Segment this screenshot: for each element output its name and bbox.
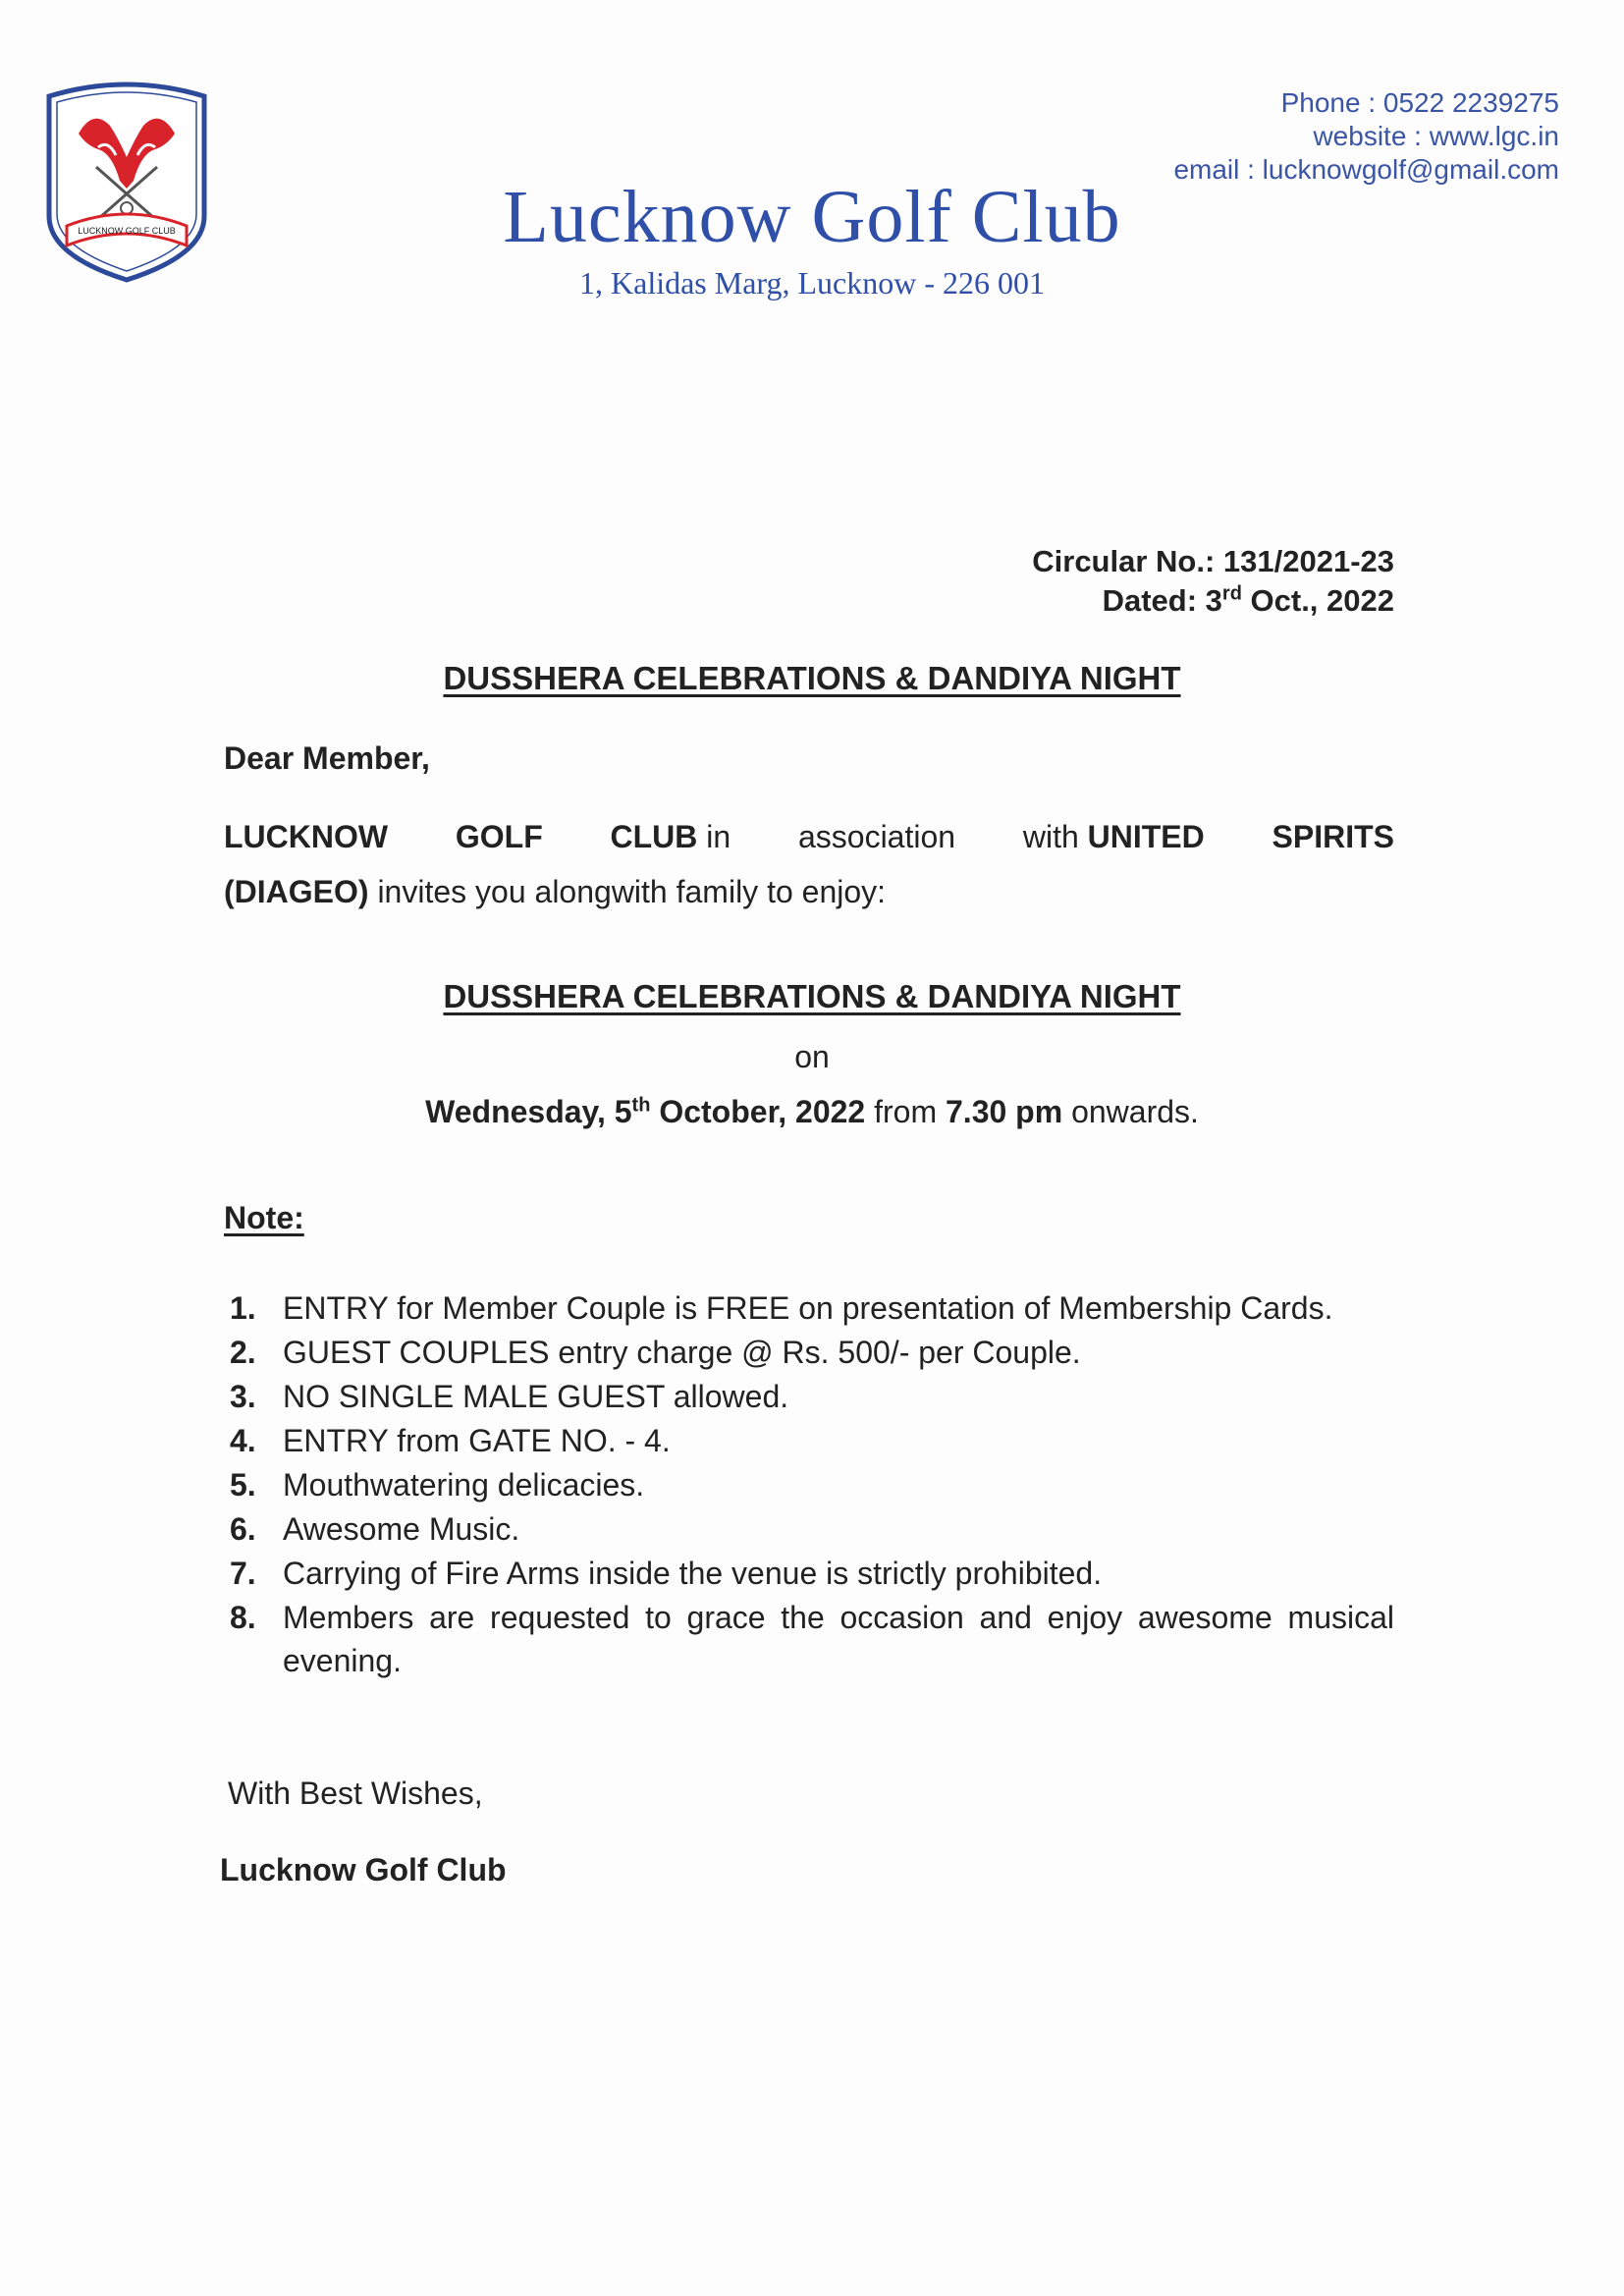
note-text: ENTRY for Member Couple is FREE on presentation of Membership Cards. (283, 1290, 1333, 1326)
club-name-text: Lucknow Golf Club (503, 176, 1121, 258)
note-number: 6. (230, 1511, 256, 1547)
intro-word: LUCKNOW (224, 819, 389, 854)
note-number: 7. (230, 1556, 256, 1591)
intro-word: in (706, 819, 731, 854)
signoff-text: Lucknow Golf Club (220, 1852, 507, 1887)
note-text: NO SINGLE MALE GUEST allowed. (283, 1379, 789, 1414)
intro-word: GOLF (455, 819, 543, 854)
contact-block (1173, 86, 1559, 187)
note-text: ENTRY from GATE NO. - 4. (283, 1423, 671, 1458)
note-number: 5. (230, 1467, 256, 1503)
event-day: Wednesday, 5 (425, 1094, 632, 1129)
date-sup: rd (1221, 582, 1242, 605)
closing-text: With Best Wishes, (228, 1776, 483, 1811)
note-label: Note: (224, 1200, 304, 1235)
list-item (224, 1552, 1394, 1595)
intro-word: UNITED (1087, 819, 1205, 854)
notes-list (224, 1286, 1394, 1683)
list-item (224, 1419, 1394, 1462)
date-prefix: Dated: 3 (1102, 583, 1222, 618)
note-number: 1. (230, 1290, 256, 1326)
note-text: Carrying of Fire Arms inside the venue is strictly prohibited. (283, 1556, 1103, 1591)
intro-word: SPIRITS (1272, 819, 1394, 854)
salutation: Dear Member, (224, 740, 430, 776)
note-text: Awesome Music. (283, 1511, 520, 1547)
intro-word: with (1022, 819, 1079, 854)
intro-word-club-in (611, 809, 731, 864)
note-number: 2. (230, 1335, 256, 1370)
event-time: 7.30 pm (946, 1094, 1063, 1129)
circular-heading (0, 660, 1624, 697)
intro-diageo: (DIAGEO) (224, 874, 369, 909)
list-item (224, 1375, 1394, 1418)
phone-text: Phone : 0522 2239275 (1280, 87, 1559, 118)
event-title-text: DUSSHERA CELEBRATIONS & DANDIYA NIGHT (443, 978, 1181, 1014)
circular-info (1032, 542, 1394, 621)
list-item (224, 1463, 1394, 1506)
list-item (224, 1286, 1394, 1330)
note-number: 8. (230, 1600, 256, 1635)
intro-paragraph (224, 809, 1394, 919)
event-title (0, 978, 1624, 1015)
note-number: 3. (230, 1379, 256, 1414)
list-item (224, 1331, 1394, 1374)
intro-line-1 (224, 809, 1394, 864)
note-text: Members are requested to grace the occasion and enjoy awesome musical evening. (283, 1600, 1394, 1678)
event-onwards: onwards. (1062, 1094, 1199, 1129)
event-from: from (865, 1094, 946, 1129)
event-month: October, 2022 (650, 1094, 866, 1129)
intro-line-2 (224, 864, 1394, 919)
website-text: website : www.lgc.in (1313, 121, 1559, 151)
logo-text: LUCKNOW GOLF CLUB (78, 226, 176, 236)
event-on: on (794, 1039, 830, 1074)
date-suffix: Oct., 2022 (1241, 583, 1394, 618)
note-number: 4. (230, 1423, 256, 1458)
intro-word: CLUB (610, 819, 698, 854)
list-item (224, 1507, 1394, 1551)
club-address: 1, Kalidas Marg, Lucknow - 226 001 (579, 265, 1045, 301)
intro-word-with-united (1023, 809, 1205, 864)
note-text: GUEST COUPLES entry charge @ Rs. 500/- per Couple. (283, 1335, 1081, 1370)
circular-date (1032, 581, 1394, 621)
heading-text: DUSSHERA CELEBRATIONS & DANDIYA NIGHT (443, 660, 1181, 696)
event-day-sup: th (631, 1094, 651, 1117)
intro-word: association (797, 819, 956, 854)
list-item (224, 1596, 1394, 1682)
circular-number: Circular No.: 131/2021-23 (1032, 544, 1394, 578)
club-name (0, 175, 1624, 260)
email-text: email : lucknowgolf@gmail.com (1173, 154, 1559, 185)
event-date-line (0, 1094, 1624, 1130)
intro-rest: invites you alongwith family to enjoy: (368, 874, 887, 909)
note-text: Mouthwatering delicacies. (283, 1467, 645, 1503)
